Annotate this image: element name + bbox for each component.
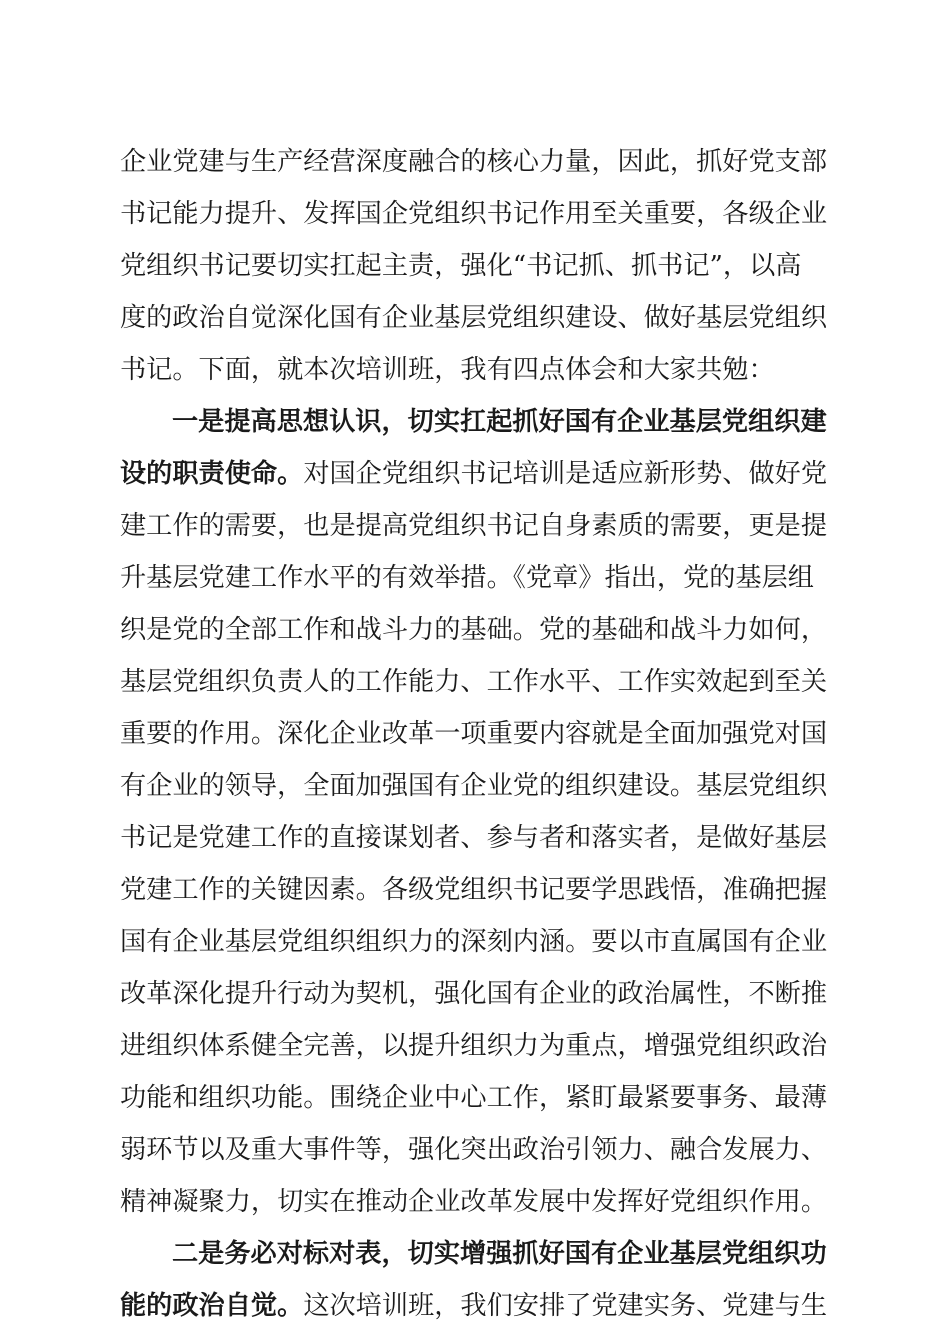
text-line: 基层党组织负责人的工作能力、工作水平、工作实效起到至关 <box>120 667 828 697</box>
section-heading: 二是务必对标对表，切实增强抓好国有企业基层党组织功 <box>172 1238 827 1269</box>
section-heading-end: 能的政治自觉。 <box>120 1290 304 1321</box>
paragraph-point-two <box>120 1228 840 1332</box>
text-line: 弱环节以及重大事件等，强化突出政治引领力、融合发展力、 <box>120 1135 828 1165</box>
text-line: 功能和组织功能。围绕企业中心工作，紧盯最紧要事务、最薄 <box>120 1083 828 1113</box>
text-line: 国有企业基层党组织组织力的深刻内涵。要以市直属国有企业 <box>120 927 828 957</box>
text-line: 重要的作用。深化企业改革一项重要内容就是全面加强党对国 <box>120 719 828 749</box>
paragraph-intro <box>120 136 840 396</box>
text-line: 党组织书记要切实扛起主责，强化“书记抓、抓书记”，以高 <box>120 251 802 281</box>
text-line: 有企业的领导，全面加强国有企业党的组织建设。基层党组织 <box>120 771 828 801</box>
text-run: 这次培训班，我们安排了党建实务、党建与生 <box>303 1291 828 1321</box>
text-line: 精神凝聚力，切实在推动企业改革发展中发挥好党组织作用。 <box>120 1187 828 1217</box>
text-line <box>120 448 840 500</box>
text-line: 企业党建与生产经营深度融合的核心力量，因此，抓好党支部 <box>120 147 828 177</box>
document-body <box>120 136 840 1332</box>
text-line: 书记是党建工作的直接谋划者、参与者和落实者，是做好基层 <box>120 823 828 853</box>
text-line <box>120 1280 840 1332</box>
text-line: 升基层党建工作水平的有效举措。《党章》指出，党的基层组 <box>120 563 814 593</box>
text-line: 党建工作的关键因素。各级党组织书记要学思践悟，准确把握 <box>120 875 828 905</box>
text-line: 改革深化提升行动为契机，强化国有企业的政治属性，不断推 <box>120 979 828 1009</box>
text-run: 对国企党组织书记培训是适应新形势、做好党 <box>303 459 828 489</box>
text-line: 度的政治自觉深化国有企业基层党组织建设、做好基层党组织 <box>120 303 828 333</box>
text-line: 建工作的需要，也是提高党组织书记自身素质的需要，更是提 <box>120 511 828 541</box>
section-heading-end: 设的职责使命。 <box>120 458 304 489</box>
paragraph-point-one <box>120 396 840 1228</box>
text-line: 书记。下面，就本次培训班，我有四点体会和大家共勉： <box>120 355 775 385</box>
text-line: 织是党的全部工作和战斗力的基础。党的基础和战斗力如何， <box>120 615 828 645</box>
text-line: 进组织体系健全完善，以提升组织力为重点，增强党组织政治 <box>120 1031 828 1061</box>
text-line: 书记能力提升、发挥国企党组织书记作用至关重要，各级企业 <box>120 199 828 229</box>
section-heading: 一是提高思想认识，切实扛起抓好国有企业基层党组织建 <box>172 406 827 437</box>
